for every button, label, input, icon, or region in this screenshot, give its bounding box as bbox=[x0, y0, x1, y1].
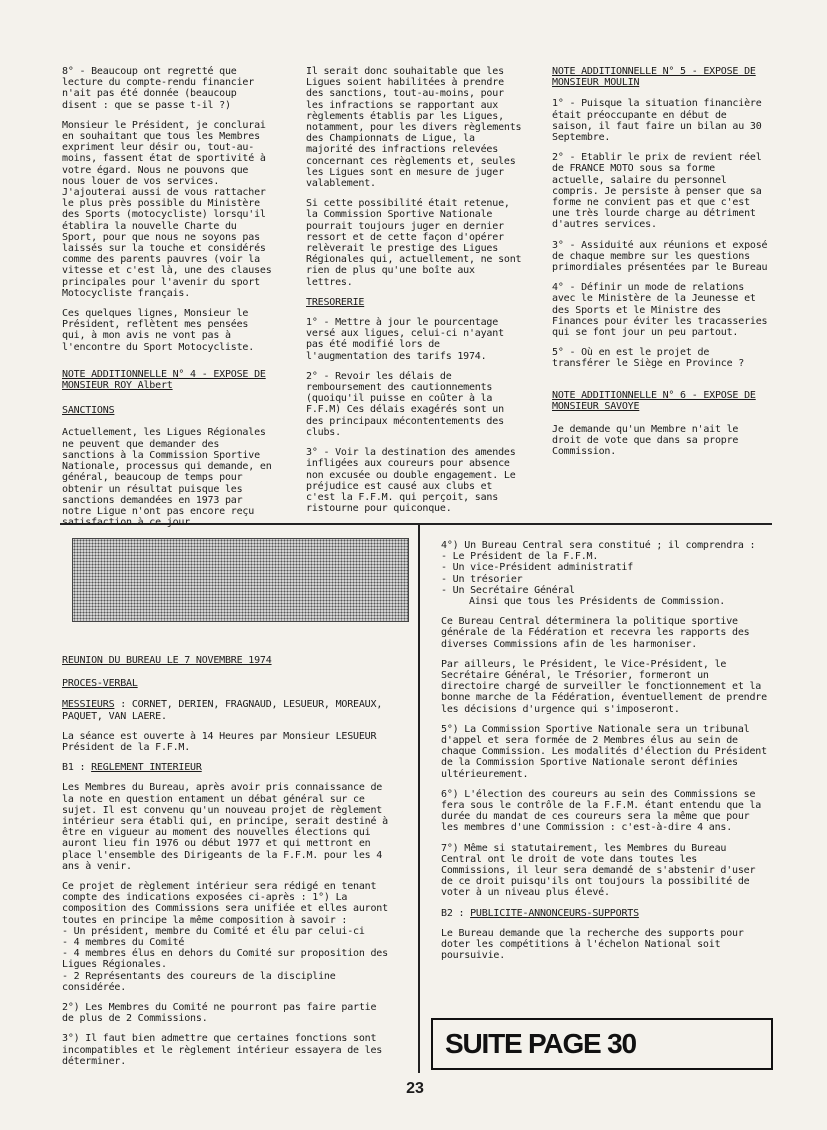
list-item: - 4 membres élus en dehors du Comité sur proposition des Ligues Régionales. bbox=[62, 948, 388, 971]
commission-composition-list bbox=[62, 926, 392, 993]
paragraph: 7°) Même si statutairement, les Membres du Bureau Central ont le droit de vote dans toutes les Commissions, il leur sera demandé de s'abstenir d'user de ce droit puisqu'ils ont toujours la possibilité de voter à un niveau plus élevé. bbox=[441, 842, 756, 899]
list-item: - Un trésorier bbox=[441, 573, 523, 585]
paragraph: Ce Bureau Central déterminera la politique sportive générale de la Fédération et recevra les rapports des diverses Commissions afin de les harmoniser. bbox=[441, 616, 750, 650]
b1-heading bbox=[62, 762, 392, 773]
paragraph: 5° - Où en est le projet de transférer le Siège en Province ? bbox=[552, 347, 745, 370]
b1-label: B1 : bbox=[62, 762, 92, 774]
paragraph: Je demande qu'un Membre n'ait le droit de vote que dans sa propre Commission. bbox=[552, 424, 739, 458]
halftone-box bbox=[72, 538, 409, 622]
paragraph: Il serait donc souhaitable que les Ligues soient habilitées à prendre des sanctions, tout-au-moins, pour les infractions se rapportant aux règlements établis par les Ligues, notamment, pour les divers règlements des Championnats de Ligue, la majorité des infractions relevées concernant ces règlements et, seules les Ligues sont en mesure de juger valablement. bbox=[306, 66, 522, 190]
continued-label: SUITE PAGE 30 bbox=[445, 1028, 636, 1059]
paragraph: 8° - Beaucoup ont regretté que lecture du compte-rendu financier n'ait pas été donnée (beaucoup disent : que se passe t-il ?) bbox=[62, 66, 255, 111]
paragraph: 2° - Revoir les délais de remboursement des cautionnements (quoiqu'il puisse en coûter à la F.F.M) Ces délais exagérés sont un des principaux mécontentements des clubs. bbox=[306, 370, 504, 438]
lower-left-column bbox=[62, 655, 392, 1076]
b2-label: B2 : bbox=[441, 907, 471, 919]
paragraph: Ce projet de règlement intérieur sera rédigé en tenant compte des indications exposées ci-après : 1°) La composition des Commissions sera unifiée et elles auront toutes en principe la même composition à savoir : bbox=[62, 881, 388, 926]
note6-heading: NOTE ADDITIONNELLE N° 6 - EXPOSE DE MONSIEUR SAVOYE bbox=[552, 389, 756, 412]
paragraph: Actuellement, les Ligues Régionales ne peuvent que demander des sanctions à la Commission Sportive Nationale, processus qui demande, en général, beaucoup de temps pour obtenir un résultat puisque les sanctions demandées en 1973 par notre Ligue n'ont pas encore reçu bbox=[62, 427, 272, 517]
paragraph: 2°) Les Membres du Comité ne pourront pas faire partie de plus de 2 Commissions. bbox=[62, 1002, 377, 1025]
paragraph: 3° - Voir la destination des amendes infligées aux coureurs pour absence non excusée ou double engagement. Le préjudice est causé aux clubs et c'est la F.F.M. qui perçoit, sans ristourne pour quiconque. bbox=[306, 447, 516, 515]
b2-heading bbox=[441, 908, 767, 919]
paragraph: 2° - Etablir le prix de revient réel de FRANCE MOTO sous sa forme actuelle, salaire du personnel compris. Je persiste à penser que sa forme ne convient pas et que c'est une très lourde charge au détriment d'autres services. bbox=[552, 152, 762, 231]
column-divider bbox=[418, 523, 420, 1073]
paragraph: 3° - Assiduité aux réunions et exposé de chaque membre sur les questions primordiales présentées par le Bureau bbox=[552, 239, 768, 274]
list-item: Ainsi que tous les Présidents de Commission. bbox=[469, 596, 726, 608]
paragraph: 4°) Un Bureau Central sera constitué ; il comprendra : bbox=[441, 540, 756, 551]
bureau-central-list bbox=[441, 551, 767, 607]
paragraph: 5°) La Commission Sportive Nationale sera un tribunal d'appel et sera formée de 2 Membres élus au sein de chaque Commission. Les modalités d'élection du Président de la Commission Sportive Nationale seront définies ultérieurement. bbox=[441, 723, 767, 780]
paragraph: 4° - Définir un mode de relations avec le Ministère de la Jeunesse et des Sports et le Ministre des Finances pour éviter les tracasseries qui se font jour un peu partout. bbox=[552, 282, 768, 339]
lower-right-column bbox=[441, 540, 767, 971]
attendees bbox=[62, 699, 392, 721]
column-3 bbox=[552, 66, 768, 467]
note4-heading: NOTE ADDITIONNELLE N° 4 - EXPOSE DE MONSIEUR ROY Albert bbox=[62, 368, 266, 392]
paragraph: 3°) Il faut bien admettre que certaines fonctions sont incompatibles et le règlement intérieur essayera de les déterminer. bbox=[62, 1033, 383, 1067]
page-number: 23 bbox=[406, 1080, 424, 1097]
paragraph: Si cette possibilité était retenue, la Commission Sportive Nationale pourrait toujours juger en dernier ressort et de cette façon d'opérer relèverait le prestige des Ligues Régionales qui, actuellement, ne sont rien de plus qu'une boîte aux lettres. bbox=[306, 198, 522, 288]
column-1 bbox=[62, 66, 274, 537]
section-divider bbox=[60, 523, 772, 525]
note5-heading: NOTE ADDITIONNELLE N° 5 - EXPOSE DE MONSIEUR MOULIN bbox=[552, 66, 756, 89]
list-item: - Un président, membre du Comité et élu par celui-ci bbox=[62, 925, 365, 937]
list-item: - 2 Représentants des coureurs de la discipline considérée. bbox=[62, 970, 336, 993]
list-item: - Un vice-Président administratif bbox=[441, 562, 634, 574]
tresorerie-heading: TRESORERIE bbox=[306, 296, 365, 308]
column-2 bbox=[306, 66, 522, 523]
attendee-names: : CORNET, DERIEN, FRAGNAUD, LESUEUR, MOREAUX, PAQUET, VAN LAERE. bbox=[62, 699, 383, 722]
paragraph: Monsieur le Président, je conclurai en souhaitant que tous les Membres expriment leur désir ou, tout-au-moins, fassent état de sportivité à votre égard. Nous ne pouvons que nous louer de vos services. J'ajouterai aussi de vous rattacher le plus près possible du Ministère des Sports (motocycliste) lorsqu'il établira la nouvelle Charte du Sport, pour que nous ne soyons pas laissés sur la touche et considérés comme des parents pauvres (voir la vitesse et c'est là, une des clauses principales pour l'avenir du sport Motocycliste français. bbox=[62, 119, 272, 299]
list-item: - Le Président de la F.F.M. bbox=[441, 551, 599, 563]
paragraph: Ces quelques lignes, Monsieur le Président, reflètent mes pensées qui, à mon avis ne vont pas à l'encontre du Sport Motocycliste. bbox=[62, 308, 255, 353]
paragraph: Le Bureau demande que la recherche des supports pour doter les compétitions à l'échelon National soit poursuivie. bbox=[441, 927, 744, 962]
continued-box bbox=[431, 1018, 773, 1070]
paragraph: 1° - Puisque la situation financière était préoccupante en début de saison, il faut faire un bilan au 30 Septembre. bbox=[552, 98, 762, 144]
list-item: - 4 membres du Comité bbox=[62, 937, 185, 949]
b2-title: PUBLICITE-ANNONCEURS-SUPPORTS bbox=[470, 907, 639, 919]
sanctions-heading: SANCTIONS bbox=[62, 405, 115, 417]
b1-title: REGLEMENT INTERIEUR bbox=[91, 762, 202, 774]
list-item: - Un Secrétaire Général bbox=[441, 584, 575, 596]
paragraph: Par ailleurs, le Président, le Vice-Président, le Secrétaire Général, le Trésorier, formeront un directoire chargé de surveiller le fonctionnement et la bonne marche de la Fédération, éventuellement de prendre les décisions d'urgence qui s'imposeront. bbox=[441, 658, 767, 715]
paragraph: 6°) L'élection des coureurs au sein des Commissions se fera sous le contrôle de la F.F.M. étant entendu que la durée du mandat de ces coureurs sera la même que pour les membres d'une Commission : c'est-à-dire 4 ans. bbox=[441, 788, 762, 834]
paragraph: La séance est ouverte à 14 Heures par Monsieur LESUEUR Président de la F.F.M. bbox=[62, 730, 377, 754]
messieurs-label: MESSIEURS bbox=[62, 699, 115, 711]
paragraph: 1° - Mettre à jour le pourcentage versé aux ligues, celui-ci n'ayant pas été modifié lors de l'augmentation des tarifs 1974. bbox=[306, 317, 504, 362]
paragraph: Les Membres du Bureau, après avoir pris connaissance de la note en question entament un débat général sur ce sujet. Il est convenu qu'un nouveau projet de règlement intérieur sera établi qui, en principe, serait destiné à être en vigueur au moment des nouvelles élections qui auront lieu fin 1976 ou début 1977 et qui mettront en place l'ensemble des Dirigeants de la F.F.M. pour les 4 ans à venir. bbox=[62, 782, 388, 872]
proces-verbal-heading: PROCES-VERBAL bbox=[62, 678, 138, 690]
reunion-heading: REUNION DU BUREAU LE 7 NOVEMBRE 1974 bbox=[62, 655, 272, 666]
